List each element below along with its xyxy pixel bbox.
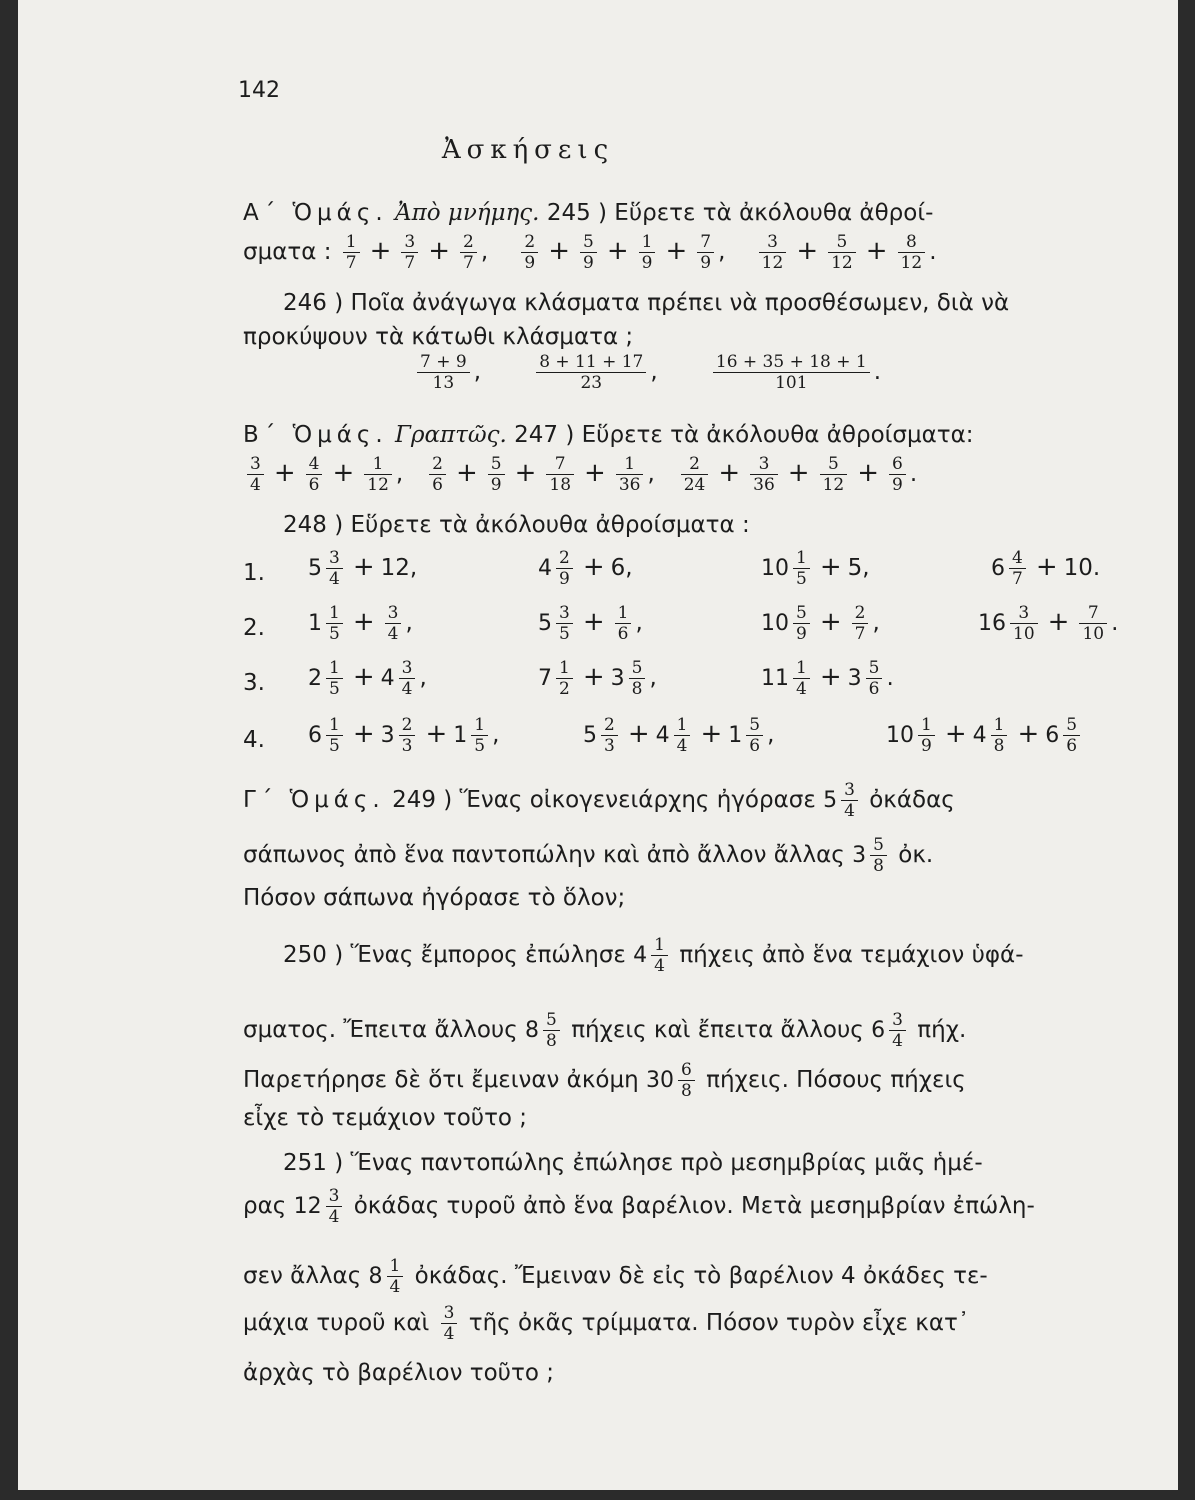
exercise-247-fractions: $\frac{3}{4}$ + $\frac{4}{6}$ + $\frac{1}{12}$ , $\frac{2}{6}$ + $\frac{5}{9}$ + $\frac{7}{18}$ + $\frac{1}{36}$ , $\frac{2}{24}$ + $\frac{3}{36}$ + $\frac{5}{12}$ + $\frac{6}{9}$ . (243, 454, 917, 495)
exercise-245: Α΄ Ὁμάς. Ἀπὸ μνήμης. 245 ) Εὕρετε τὰ ἀκόλουθα ἀθροί- (243, 200, 934, 226)
exercise-251: 251 ) Ἕνας παντοπώλης ἐπώλησε πρὸ μεσημβρίας μιᾶς ἡμέ- (283, 1150, 983, 1176)
exercise-250: 250 ) Ἕνας ἔμπορος ἐπώλησε 4 $\frac{1}{4}$ πήχεις ἀπὸ ἕνα τεμάχιον ὑφά- (283, 935, 1024, 976)
page-number: 142 (238, 78, 280, 103)
exercise-245-fractions: σματα : $\frac{1}{7}$ + $\frac{3}{7}$ + $\frac{2}{7}$ , $\frac{2}{9}$ + $\frac{5}{9}$ + $\frac{1}{9}$ + $\frac{7}{9}$ , $\frac{3}{12}$ + $\frac{5}{12}$ + $\frac{8}{12}$ . (243, 232, 937, 273)
page: 142 Ἀσκήσεις Α΄ Ὁμάς. Ἀπὸ μνήμης. 245 ) Εὕρετε τὰ ἀκόλουθα ἀθροί- σματα : $\frac{1}{7}$ + $\frac{3}{7}$ + $\frac{2}{7}$ , $\frac{2}{9}$ + $\frac{5}{9}$ + $\frac{1}{9}$ + $\frac{7}{9}$ , $\frac{3}{12}$ + $\frac{5}{12}$ + $\frac{8}{12}$ . 246 ) Ποῖα ἀνάγωγα κλάσματα πρέπει νὰ προσθέσωμεν, διὰ νὰ προκύψουν τὰ κάτωθι κλάσματα ; $\frac{7 + 9}{13}$ , $\frac{8 + 11 + 17}{23}$ , $\frac{16 + 35 + 18 + 1}{101}$ . Β΄ Ὁμάς. Γραπτῶς. 247 ) Εὕρετε τὰ ἀκόλουθα ἀθροίσματα: $\frac{3}{4}$ + $\frac{4}{6}$ + $\frac{1}{12}$ , $\frac{2}{6}$ + $\frac{5}{9}$ + $\frac{7}{18}$ + $\frac{1}{36}$ , $\frac{2}{24}$ + $\frac{3}{36}$ + $\frac{5}{12}$ + $\frac{6}{9}$ . 248 ) Εὕρετε τὰ ἀκόλουθα ἀθροίσματα : 1. 5 $\frac{3}{4}$ + 12, 4 $\frac{2}{9}$ + 6, 10 $\frac{1}{5}$ + 5, 6 $\frac{4}{7}$ + 10. 2. 1 $\frac{1}{5}$ + $\frac{3}{4}$ , 5 $\frac{3}{5}$ + $\frac{1}{6}$ , 10 $\frac{5}{9}$ + $\frac{2}{7}$ , 16 $\frac{3}{10}$ + $\frac{7}{10}$ . 3. 2 $\frac{1}{5}$ + 4 $\frac{3}{4}$ , 7 $\frac{1}{2}$ + 3 $\frac{5}{8}$ , 11 $\frac{1}{4}$ + 3 $\frac{5}{6}$ . 4. 6 $\frac{1}{5}$ + 3 $\frac{2}{3}$ + 1 $\frac{1}{5}$ , 5 $\frac{2}{3}$ + 4 $\frac{1}{4}$ + 1 $\frac{5}{6}$ , 10 $\frac{1}{9}$ + 4 $\frac{1}{8}$ + 6 $\frac{5}{6}$ Γ΄ Ὁμάς. 249 ) Ἕνας οἰκογενειάρχης ἠγόρασε 5 $\frac{3}{4}$ ὀκάδας σάπωνος ἀπὸ ἕνα παντοπώλην καὶ ἀπὸ ἄλλον ἄλλας 3 $\frac{5}{8}$ ὀκ. Πόσον σάπωνα ἠγόρασε τὸ ὅλον; 250 ) Ἕνας ἔμπορος ἐπώλησε 4 $\frac{1}{4}$ πήχεις ἀπὸ ἕνα τεμάχιον ὑφά- σματος. Ἔπειτα ἄλλους 8 $\frac{5}{8}$ πήχεις καὶ ἔπειτα ἄλλους 6 $\frac{3}{4}$ πήχ. Παρετήρησε δὲ ὅτι ἔμειναν ἀκόμη 30 $\frac{6}{8}$ πήχεις. Πόσους πήχεις εἶχε τὸ τεμάχιον τοῦτο ; 251 ) Ἕνας παντοπώλης ἐπώλησε πρὸ μεσημβρίας μιᾶς ἡμέ- ρας 12 $\frac{3}{4}$ ὀκάδας τυροῦ ἀπὸ ἕνα βαρέλιον. Μετὰ μεσημβρίαν ἐπώλη- σεν ἄλλας 8 $\frac{1}{4}$ ὀκάδας. Ἔμειναν δὲ εἰς τὸ βαρέλιον 4 ὀκάδες τε- μάχια τυροῦ καὶ $\frac{3}{4}$ τῆς ὀκᾶς τρίμματα. Πόσον τυρὸν εἶχε κατ᾽ ἀρχὰς τὸ βαρέλιον τοῦτο ; (18, 0, 1178, 1490)
section-title: Ἀσκήσεις (441, 135, 615, 165)
exercise-247: Β΄ Ὁμάς. Γραπτῶς. 247 ) Εὕρετε τὰ ἀκόλουθα ἀθροίσματα: (243, 422, 974, 448)
exercise-249: Γ΄ Ὁμάς. 249 ) Ἕνας οἰκογενειάρχης ἠγόρασε 5 $\frac{3}{4}$ ὀκάδας (243, 780, 955, 821)
exercise-248: 248 ) Εὕρετε τὰ ἀκόλουθα ἀθροίσματα : (283, 512, 750, 538)
exercise-246: 246 ) Ποῖα ἀνάγωγα κλάσματα πρέπει νὰ προσθέσωμεν, διὰ νὰ (283, 290, 1010, 316)
exercise-246-fractions: $\frac{7 + 9}{13}$ , $\frac{8 + 11 + 17}{23}$ , $\frac{16 + 35 + 18 + 1}{101}$ . (413, 352, 881, 393)
